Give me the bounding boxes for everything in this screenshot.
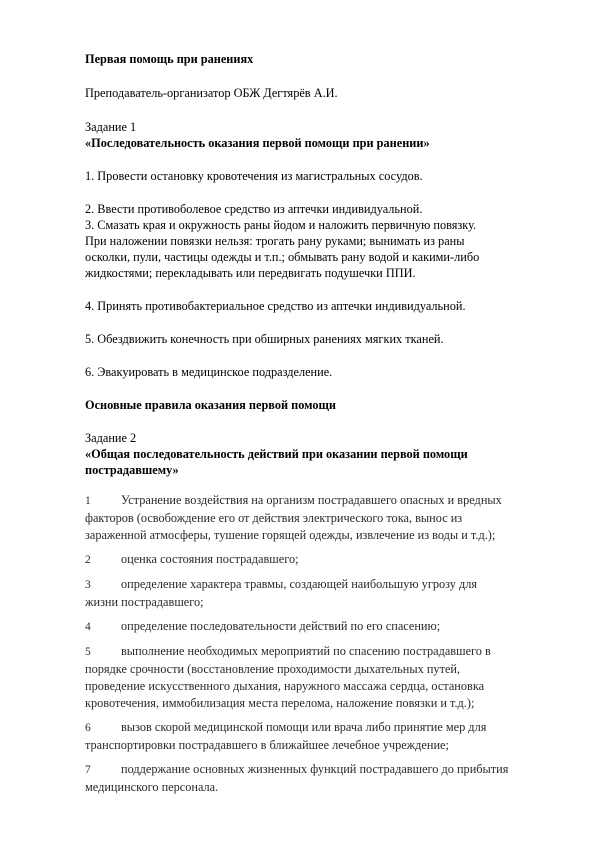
list-text: жизни пострадавшего; (85, 595, 204, 609)
task2-heading-line: пострадавшему» (85, 463, 179, 477)
list-number: 5 (85, 646, 91, 658)
list-text: определение характера травмы, создающей наибольшую угрозу для (121, 577, 478, 591)
task1-step-3-line: При наложении повязки нельзя: трогать рану руками; вынимать из раны (85, 234, 465, 248)
document-title: Первая помощь при ранениях (85, 52, 254, 66)
list-text: Устранение воздействия на организм пострадавшего опасных и вредных (121, 493, 502, 507)
list-text: транспортировки пострадавшего в ближайшее лечебное учреждение; (85, 738, 449, 752)
list-number: 4 (85, 621, 91, 633)
list-text: медицинского персонала. (85, 780, 219, 794)
list-text: кровотечения, иммобилизация места перелома, наложение повязки и т.д.); (85, 696, 475, 710)
list-item (85, 761, 547, 796)
task1-step-5: 5. Обездвижить конечность при обширных ранениях мягких тканей. (85, 332, 444, 346)
list-text: оценка состояния пострадавшего; (121, 552, 299, 566)
task1-step-2: 2. Ввести противоболевое средство из аптечки индивидуальной. (85, 202, 423, 216)
list-item (85, 719, 547, 754)
task2-heading (85, 446, 547, 478)
list-text: поддержание основных жизненных функций пострадавшего до прибытия (121, 762, 509, 776)
list-text: зараженной атмосферы, тушение горящей одежды, извлечение из воды и т.д.); (85, 528, 496, 542)
task1-step-1: 1. Провести остановку кровотечения из магистральных сосудов. (85, 169, 423, 183)
document-page (85, 51, 547, 803)
task1-step-3-line: осколки, пули, частицы одежды и т.п.; обмывать рану водой и какими-либо (85, 250, 480, 264)
list-item (85, 576, 547, 611)
list-item (85, 551, 547, 569)
task1-step-6: 6. Эвакуировать в медицинское подразделение. (85, 365, 333, 379)
list-item (85, 492, 547, 544)
task1-heading: «Последовательность оказания первой помощи при ранении» (85, 136, 430, 150)
list-number: 3 (85, 579, 91, 591)
list-text: выполнение необходимых мероприятий по спасению пострадавшего в (121, 644, 491, 658)
list-number: 1 (85, 495, 91, 507)
task1-step-3-line: жидкостями; перекладывать или передвигать подушечки ППИ. (85, 266, 416, 280)
list-text: определение последовательности действий по его спасению; (121, 619, 441, 633)
task2-list (85, 492, 547, 796)
list-number: 6 (85, 722, 91, 734)
rules-heading: Основные правила оказания первой помощи (85, 398, 336, 412)
list-text: проведение искусственного дыхания, наружного массажа сердца, остановка (85, 679, 485, 693)
task1-step-3 (85, 217, 547, 281)
list-text: факторов (освобождение его от действия электрического тока, вынос из (85, 511, 463, 525)
teacher-line: Преподаватель-организатор ОБЖ Дегтярёв А.И. (85, 86, 338, 100)
list-number: 7 (85, 764, 91, 776)
list-text: порядке срочности (восстановление проходимости дыхательных путей, (85, 662, 461, 676)
task2-heading-line: «Общая последовательность действий при оказании первой помощи (85, 447, 468, 461)
list-number: 2 (85, 554, 91, 566)
list-item (85, 643, 547, 712)
list-text: вызов скорой медицинской помощи или врача либо принятие мер для (121, 720, 487, 734)
task2-label: Задание 2 (85, 431, 137, 445)
task1-step-3-line: 3. Смазать края и окружность раны йодом и наложить первичную повязку. (85, 218, 477, 232)
task1-label: Задание 1 (85, 120, 137, 134)
list-item (85, 618, 547, 636)
task1-step-4: 4. Принять противобактериальное средство из аптечки индивидуальной. (85, 299, 466, 313)
